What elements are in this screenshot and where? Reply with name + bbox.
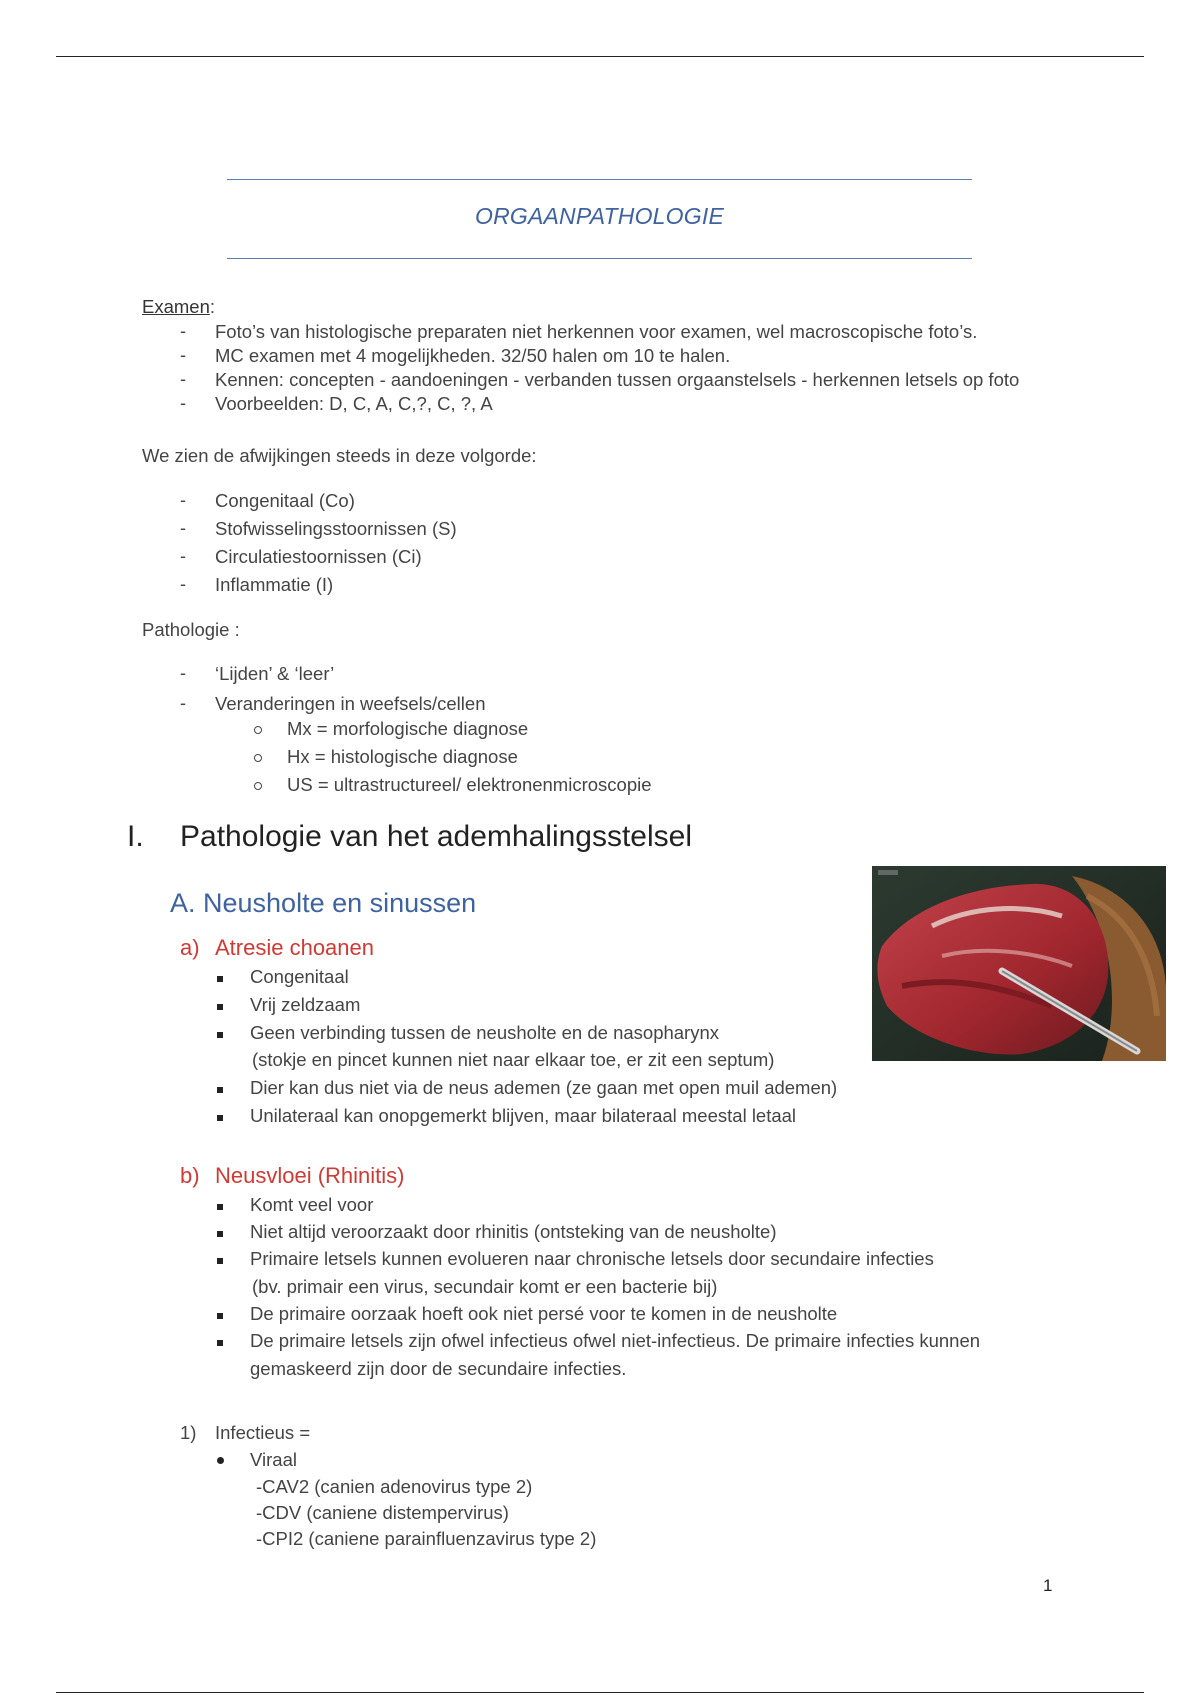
order-intro: We zien de afwijkingen steeds in deze volgorde: <box>142 445 537 466</box>
order-item: Circulatiestoornissen (Ci) <box>215 546 422 567</box>
square-bullet <box>217 1115 223 1121</box>
dash-bullet: - <box>180 574 186 594</box>
atresie-item-continuation: (stokje en pincet kunnen niet naar elkaar toe, er zit een septum) <box>252 1049 775 1070</box>
exam-heading-text: Examen <box>142 296 210 317</box>
title-rule-top <box>227 179 972 180</box>
pathology-subitem: US = ultrastructureel/ elektronenmicroscopie <box>287 774 652 795</box>
circle-bullet <box>254 726 262 734</box>
neusvloei-item: Komt veel voor <box>250 1194 374 1215</box>
square-bullet <box>217 1313 223 1319</box>
exam-item: MC examen met 4 mogelijkheden. 32/50 halen om 10 te halen. <box>215 345 731 366</box>
dash-bullet: - <box>180 518 186 538</box>
atresie-item: Geen verbinding tussen de neusholte en de nasopharynx <box>250 1022 720 1043</box>
square-bullet <box>217 976 223 982</box>
virus-item: -CAV2 (canien adenovirus type 2) <box>256 1476 533 1497</box>
document-title: ORGAANPATHOLOGIE <box>474 203 724 229</box>
neusvloei-item: De primaire oorzaak hoeft ook niet persé voor te komen in de neusholte <box>250 1303 838 1324</box>
square-bullet <box>217 1231 223 1237</box>
exam-heading-colon: : <box>209 296 216 317</box>
exam-heading <box>142 296 215 318</box>
square-bullet <box>217 1004 223 1010</box>
neusvloei-item: De primaire letsels zijn ofwel infectieus ofwel niet-infectieus. De primaire infecties kunnen <box>250 1330 981 1351</box>
pathology-heading: Pathologie : <box>142 619 240 640</box>
dash-bullet: - <box>180 369 186 389</box>
pathology-item: Veranderingen in weefsels/cellen <box>215 693 486 714</box>
footer-rule <box>56 1692 1144 1693</box>
neusvloei-item: Primaire letsels kunnen evolueren naar chronische letsels door secundaire infecties <box>250 1248 934 1269</box>
virus-item: -CDV (caniene distempervirus) <box>256 1502 509 1523</box>
order-item: Congenitaal (Co) <box>215 490 355 511</box>
page-number: 1 <box>1043 1576 1053 1595</box>
title-rule-bottom <box>227 258 972 259</box>
atresie-item: Congenitaal <box>250 966 349 987</box>
pathology-subitem: Mx = morfologische diagnose <box>287 718 529 739</box>
virus-item: -CPI2 (caniene parainfluenzavirus type 2) <box>256 1528 597 1549</box>
dash-bullet: - <box>180 546 186 566</box>
atresie-item: Unilateraal kan onopgemerkt blijven, maar bilateraal meestal letaal <box>250 1105 797 1126</box>
subheading-label-b: b) <box>180 1163 200 1188</box>
atresie-item: Vrij zeldzaam <box>250 994 361 1015</box>
exam-item: Voorbeelden: D, C, A, C,?, C, ?, A <box>215 393 493 414</box>
subheading-neusvloei: Neusvloei (Rhinitis) <box>215 1163 405 1188</box>
neusvloei-item-continuation: gemaskeerd zijn door de secundaire infecties. <box>250 1358 627 1379</box>
circle-bullet <box>254 782 262 790</box>
neusvloei-item: Niet altijd veroorzaakt door rhinitis (ontsteking van de neusholte) <box>250 1221 777 1242</box>
pathology-subitem: Hx = histologische diagnose <box>287 746 518 767</box>
photo-illustration <box>872 866 1166 1061</box>
square-bullet <box>217 1087 223 1093</box>
dash-bullet: - <box>180 345 186 365</box>
pathology-item: ‘Lijden’ & ‘leer’ <box>215 663 335 684</box>
exam-item: Foto’s van histologische preparaten niet herkennen voor examen, wel macroscopische foto’s. <box>215 321 978 342</box>
round-bullet <box>217 1457 224 1464</box>
section-number: I. <box>127 820 144 853</box>
exam-item: Kennen: concepten - aandoeningen - verbanden tussen orgaanstelsels - herkennen letsels op foto <box>215 369 1020 390</box>
square-bullet <box>217 1032 223 1038</box>
neusvloei-item-continuation: (bv. primair een virus, secundair komt er een bacterie bij) <box>252 1276 718 1297</box>
square-bullet <box>217 1258 223 1264</box>
subheading-atresie: Atresie choanen <box>215 935 374 960</box>
square-bullet <box>217 1340 223 1346</box>
dash-bullet: - <box>180 490 186 510</box>
dash-bullet: - <box>180 663 186 683</box>
order-item: Inflammatie (I) <box>215 574 334 595</box>
subheading-label-a: a) <box>180 935 200 960</box>
header-rule <box>56 56 1144 57</box>
infectious-label: 1) <box>180 1422 197 1443</box>
dash-bullet: - <box>180 693 186 713</box>
subsection-title: A. Neusholte en sinussen <box>170 888 477 918</box>
atresie-item: Dier kan dus niet via de neus ademen (ze gaan met open muil ademen) <box>250 1077 838 1098</box>
section-title: Pathologie van het ademhalingsstelsel <box>180 820 693 853</box>
infectious-text: Infectieus = <box>215 1422 311 1443</box>
square-bullet <box>217 1204 223 1210</box>
circle-bullet <box>254 754 262 762</box>
dash-bullet: - <box>180 321 186 341</box>
dash-bullet: - <box>180 393 186 413</box>
viral-label: Viraal <box>250 1449 297 1470</box>
macroscopic-photo <box>872 866 1166 1061</box>
order-item: Stofwisselingsstoornissen (S) <box>215 518 457 539</box>
